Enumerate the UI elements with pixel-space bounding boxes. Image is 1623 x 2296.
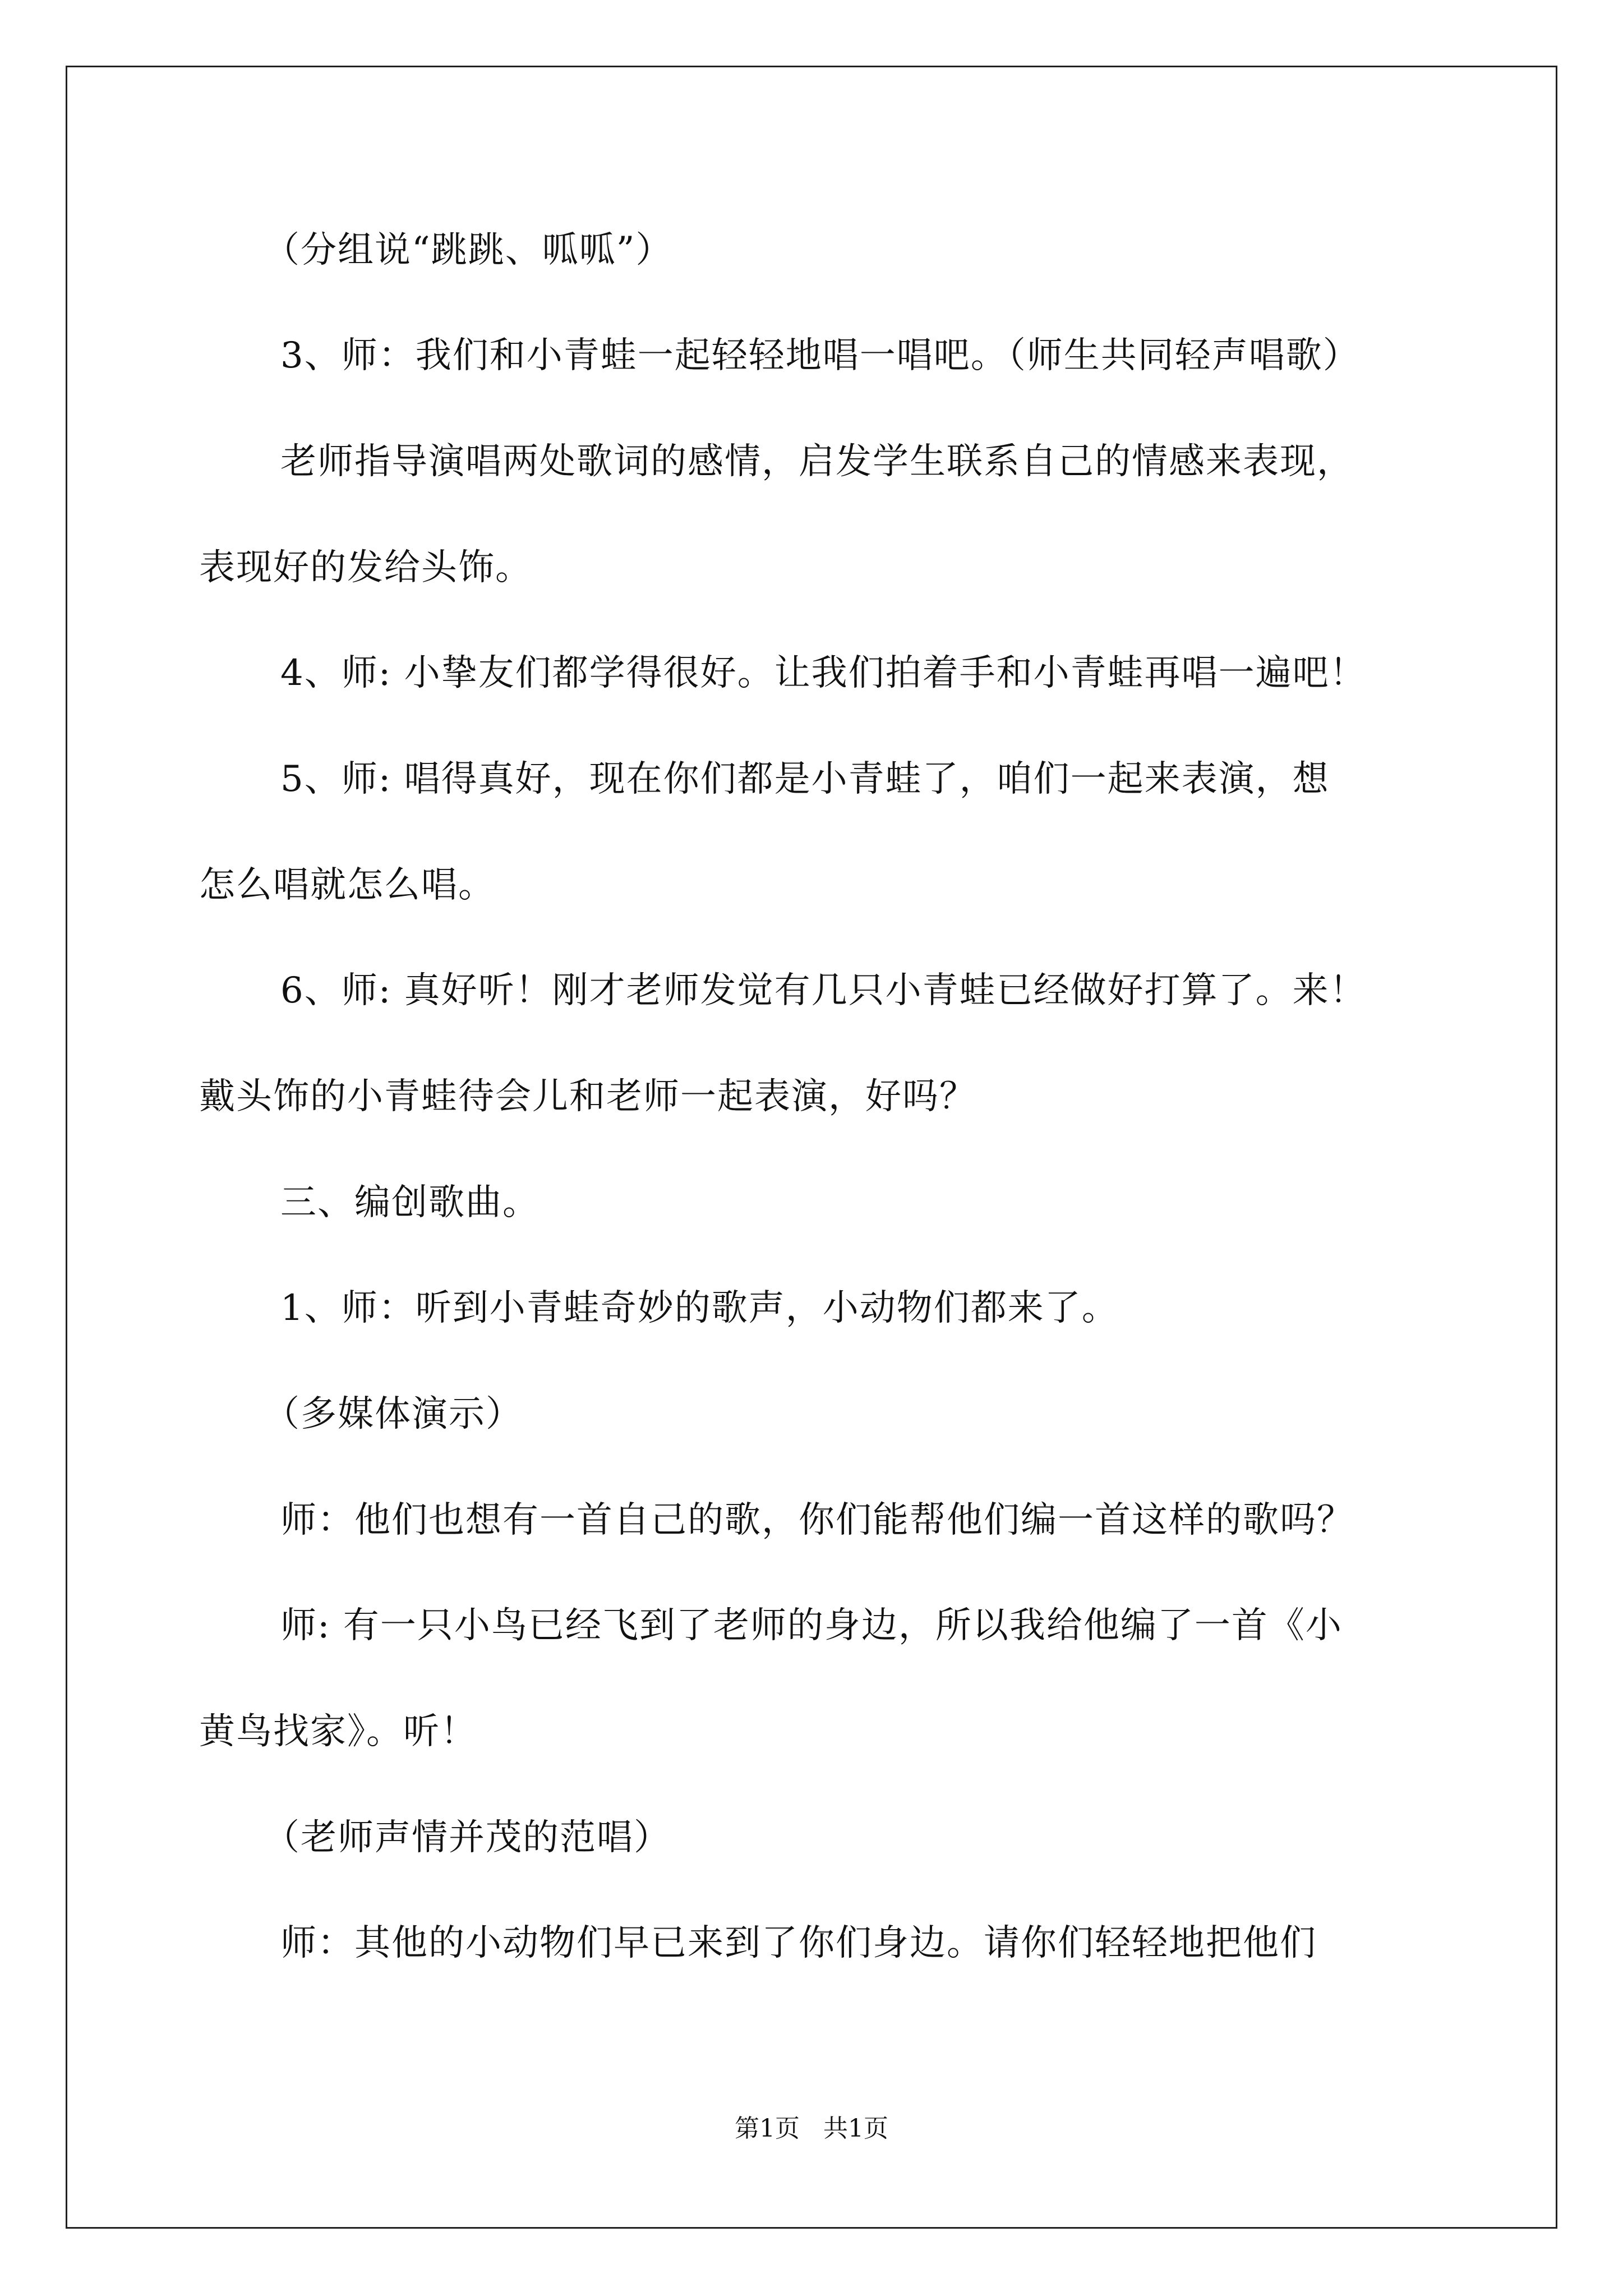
text-line-2: 3、师：我们和小青蛙一起轻轻地唱一唱吧。（师生共同轻声唱歌） <box>280 335 1360 376</box>
text-line-4: 表现好的发给头饰。 <box>199 547 532 588</box>
text-line-8: 6、师: 真好听！刚才老师发觉有几只小青蛙已经做好打算了。来！ <box>280 970 1367 1011</box>
text-line-12: （多媒体演示） <box>264 1393 523 1435</box>
page-footer: 第1页 共1页 <box>735 2114 888 2143</box>
page-border <box>66 66 1557 2229</box>
text-line-13: 师：他们也想有一首自己的歌，你们能帮他们编一首这样的歌吗？ <box>280 1499 1354 1541</box>
text-line-16: （老师声情并茂的范唱） <box>264 1817 671 1858</box>
text-line-14: 师: 有一只小鸟已经飞到了老师的身边，所以我给他编了一首《小 <box>280 1605 1343 1646</box>
text-line-11: 1、师：听到小青蛙奇妙的歌声，小动物们都来了。 <box>280 1287 1119 1329</box>
text-line-5: 4、师: 小挚友们都学得很好。让我们拍着手和小青蛙再唱一遍吧！ <box>280 652 1367 694</box>
text-line-15: 黄鸟找家》。听！ <box>199 1711 477 1752</box>
section-heading: 三、编创歌曲。 <box>280 1182 540 1223</box>
text-line-9: 戴头饰的小青蛙待会儿和老师一起表演，好吗？ <box>199 1076 976 1117</box>
text-line-6: 5、师: 唱得真好，现在你们都是小青蛙了，咱们一起来表演，想 <box>280 758 1330 800</box>
text-line-1: （分组说“跳跳、呱呱”） <box>264 229 673 271</box>
text-line-17: 师：其他的小动物们早已来到了你们身边。请你们轻轻地把他们 <box>280 1922 1317 1964</box>
text-line-3: 老师指导演唱两处歌词的感情，启发学生联系自己的情感来表现， <box>280 441 1354 482</box>
text-line-7: 怎么唱就怎么唱。 <box>199 864 495 906</box>
